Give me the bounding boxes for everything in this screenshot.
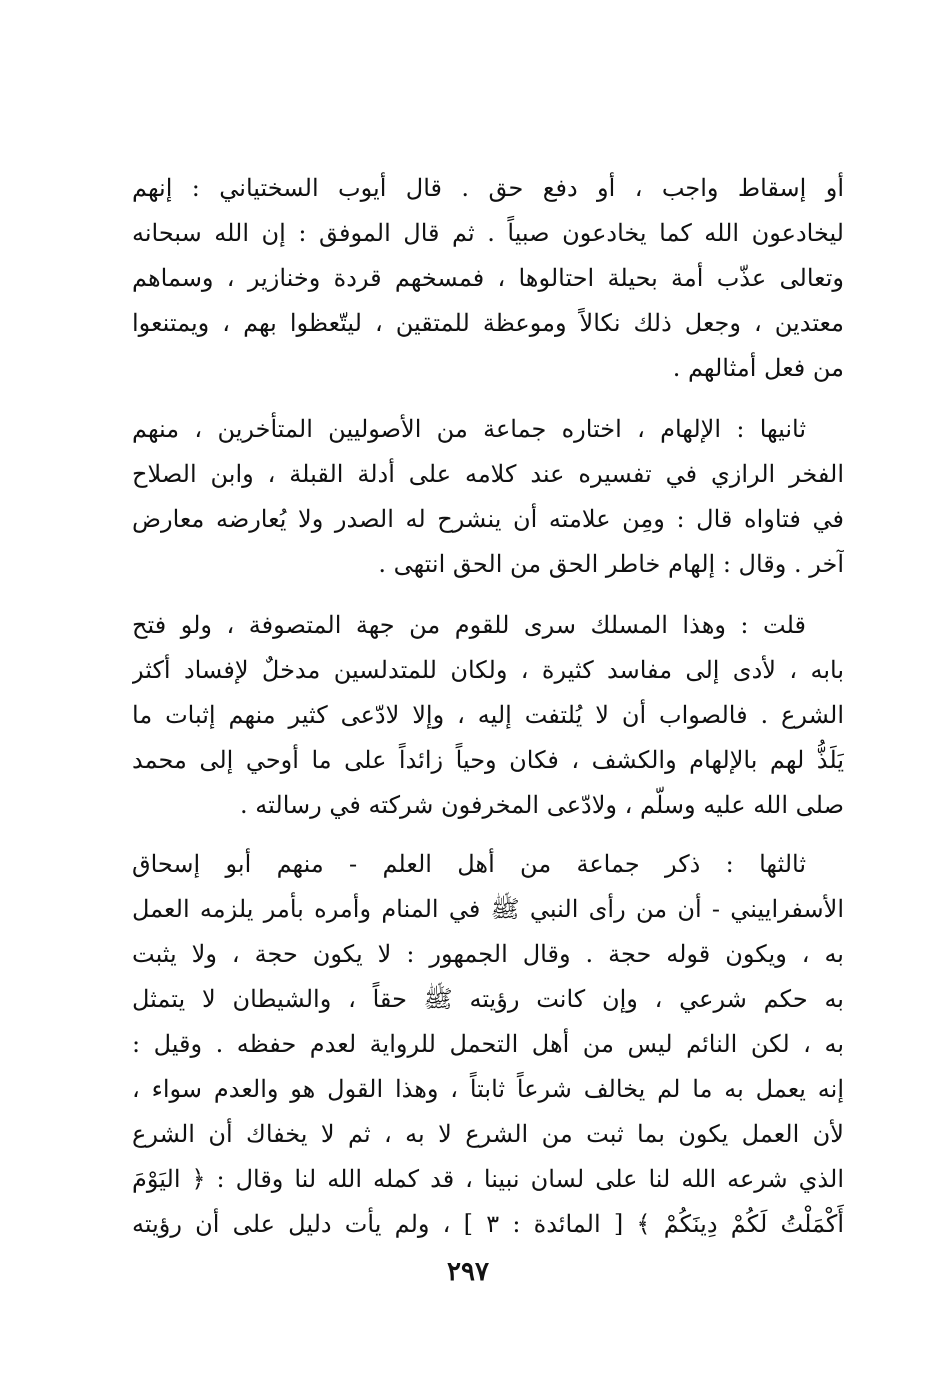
text-line: أَكْمَلْتُ لَكُمْ دِينَكُمْ ﴾ [ المائدة : ٣ ] ، ولم يأت دليل على أن رؤيته (132, 1210, 844, 1238)
text-line: ثانيها : الإلهام ، اختاره جماعة من الأصوليين المتأخرين ، منهم (132, 415, 806, 443)
paragraph-2 (132, 407, 844, 587)
text-line: من فعل أمثالهم . (672, 354, 844, 382)
text-line: في فتاواه قال : ومِن علامته أن ينشرح له الصدر ولا يُعارضه معارض (132, 505, 844, 533)
text-line: به ، لكن النائم ليس من أهل التحمل للرواية لعدم حفظه . وقيل : (132, 1030, 844, 1058)
text-line: معتدين ، وجعل ذلك نكالاً وموعظة للمتقين ، ليتّعظوا بهم ، ويمتنعوا (132, 309, 844, 337)
text-line: الفخر الرازي في تفسيره عند كلامه على أدلة القبلة ، وابن الصلاح (132, 460, 844, 488)
text-line: لأن العمل يكون بما ثبت من الشرع لا به ، ثم لا يخفاك أن الشرع (132, 1120, 844, 1148)
paragraph-1 (132, 166, 844, 391)
text-line: الذي شرعه الله لنا على لسان نبينا ، قد كمله الله لنا وقال : ﴿ اليَوْمَ (132, 1165, 844, 1193)
text-line: آخر . وقال : إلهام خاطر الحق من الحق انتهى . (378, 550, 844, 578)
text-line: به حكم شرعي ، وإن كانت رؤيته ﷺ حقاً ، والشيطان لا يتمثل (132, 985, 844, 1013)
text-line: به ، ويكون قوله حجة . وقال الجمهور : لا يكون حجة ، ولا يثبت (132, 940, 844, 968)
text-line: صلى الله عليه وسلّم ، ولادّعى المخرفون شركته في رسالته . (240, 791, 844, 819)
text-line: الشرع . فالصواب أن لا يُلتفت إليه ، وإلا لادّعى كثير منهم إثبات ما (132, 701, 844, 729)
page-number: ٢٩٧ (447, 1257, 489, 1287)
text-line: إنه يعمل به ما لم يخالف شرعاً ثابتاً ، وهذا القول هو والعدم سواء ، (132, 1075, 844, 1103)
text-line: ليخادعون الله كما يخادعون صبياً . ثم قال الموفق : إن الله سبحانه (132, 219, 844, 247)
paragraph-3 (132, 603, 844, 828)
text-line: الأسفراييني - أن من رأى النبي ﷺ في المنام وأمره بأمر يلزمه العمل (132, 895, 844, 923)
text-line: أو إسقاط واجب ، أو دفع حق . قال أيوب السختياني : إنهم (132, 174, 844, 202)
paragraph-4 (132, 842, 844, 1247)
text-line: بابه ، لأدى إلى مفاسد كثيرة ، ولكان للمتدلسين مدخلٌ لإفساد أكثر (132, 656, 844, 684)
text-line: وتعالى عذّب أمة بحيلة احتالوها ، فمسخهم قردة وخنازير ، وسماهم (132, 264, 844, 292)
text-line: يَلَذُّ لهم بالإلهام والكشف ، فكان وحياً زائداً على ما أوحي إلى محمد (132, 746, 844, 774)
text-line: ثالثها : ذكر جماعة من أهل العلم - منهم أبو إسحاق (132, 850, 807, 878)
text-line: قلت : وهذا المسلك سرى للقوم من جهة المتصوفة ، ولو فتح (132, 611, 806, 639)
